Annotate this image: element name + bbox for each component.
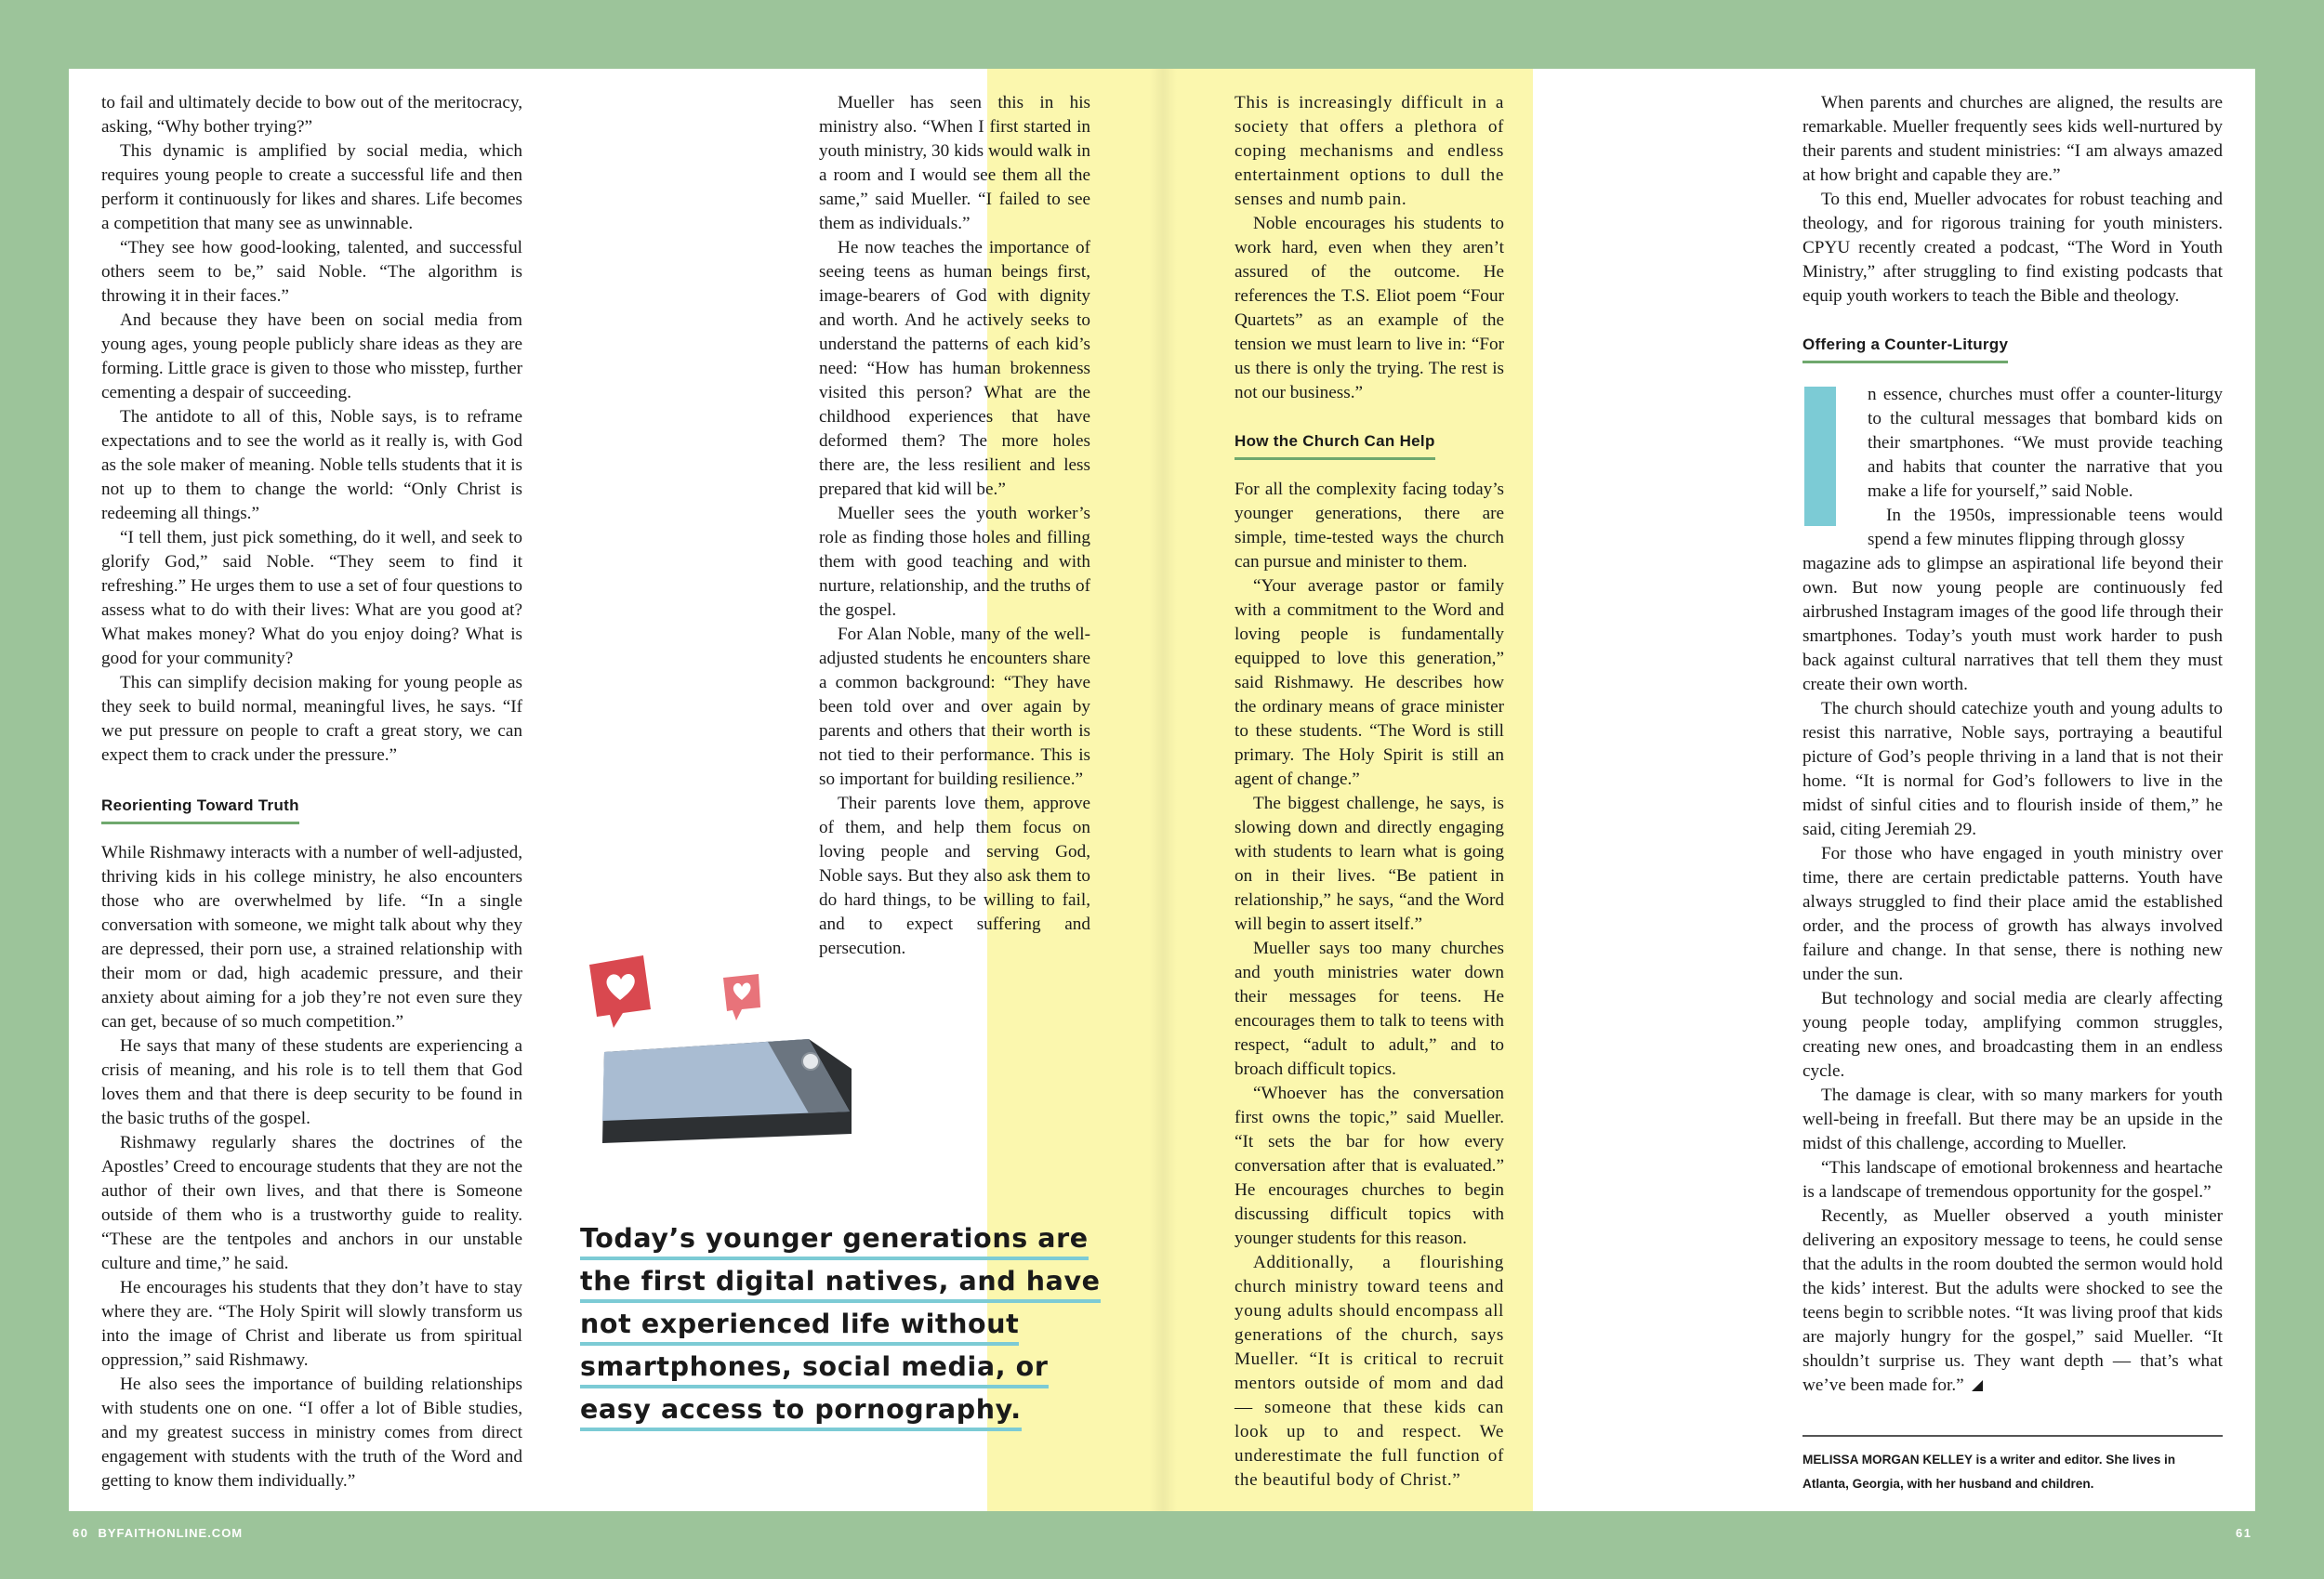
paragraph	[1802, 1204, 2223, 1398]
paragraph: “This landscape of emotional brokenness and heartache is a landscape of tremendous opportunity for the gospel.”	[1802, 1158, 2223, 1202]
pull-quote-text: Today’s younger generations are the first digital natives, and have not experienced life without smartphones, social media, or easy access to pornography.	[580, 1223, 1101, 1431]
paragraph: Additionally, a flourishing church ministry toward teens and young adults should encompass all generations of the church, says Mueller. “It is critical to recruit mentors outside of mom and dad — someone that these kids can look up to and respect. We underestimate the full function of the beautiful body of Christ.”	[1235, 1253, 1504, 1490]
paragraph: The damage is clear, with so many markers for youth well-being in freefall. But there may be an upside in the midst of this challenge, according to Mueller.	[1802, 1086, 2223, 1153]
paragraph: Noble encourages his students to work hard, even when they aren’t assured of the outcome. He references the T.S. Eliot poem “Four Quartets” as an example of the tension we must learn to live in: “For us there is only the trying. The rest is not our business.”	[1235, 214, 1504, 402]
author-bio	[1802, 1448, 2223, 1496]
page-number: 60	[73, 1526, 89, 1540]
paragraph: This dynamic is amplified by social media, which requires young people to create a successful life and then perform it continuously for likes and shares. Life becomes a competition that many see as unwinnable.	[101, 141, 522, 233]
paragraph: And because they have been on social media from young ages, young people publicly share ideas as they are forming. Little grace is given to those who misstep, further cementing a despair of succeeding.	[101, 310, 522, 402]
subhead-reorienting: Reorienting Toward Truth	[101, 796, 299, 824]
folio-left	[73, 1526, 243, 1540]
column-1	[101, 91, 522, 768]
column-4-lower	[1802, 383, 2223, 1398]
paragraph: To this end, Mueller advocates for robust teaching and theology, and for rigorous training for youth ministers. CPYU recently created a podcast, “The Word in Youth Ministry,” after struggling to find existing podcasts that equip youth workers to teach the Bible and theology.	[1802, 190, 2223, 306]
paragraph: He now teaches the importance of seeing teens as human beings first, image-bearers of God with dignity and worth. And he actively seeks to understand the patterns of each kid’s need: “How has human brokenness visited this person? What are the childhood experiences that have deformed them? The more holes there are, the less resilient and less prepared that kid will be.”	[819, 238, 1090, 499]
paragraph: The antidote to all of this, Noble says, is to reframe expectations and to see the world as it really is, with God as the sole maker of meaning. Noble tells students that it is not up to them to change the world: “Only Christ is redeeming all things.”	[101, 407, 522, 523]
column-4	[1802, 91, 2223, 309]
paragraph: Mueller has seen this in his ministry also. “When I first started in youth ministry, 30 kids would walk in a room and I would see them all the same,” said Mueller. “I failed to see them as individuals.”	[819, 93, 1090, 233]
pull-quote	[580, 1217, 1101, 1431]
paragraph: Rishmawy regularly shares the doctrines of the Apostles’ Creed to encourage students that they are not the author of their own lives, and that there is Someone outside of them who is a trustworthy guide to reality. “These are the tentpoles and anchors in our unstable culture and time,” he said.	[101, 1133, 522, 1273]
paragraph: He encourages his students that they don’t have to stay where they are. “The Holy Spirit will slowly transform us into the image of Christ and liberate us from spiritual oppression,” said Rishmawy.	[101, 1278, 522, 1370]
paragraph: The biggest challenge, he says, is slowing down and directly engaging with students to learn what is going on in their lives. “Be patient in relationship,” he says, “and the Word will begin to assert itself.”	[1235, 794, 1504, 934]
paragraph: “They see how good-looking, talented, and successful others seem to be,” said Noble. “The algorithm is throwing it in their faces.”	[101, 238, 522, 306]
paragraph: “Your average pastor or family with a commitment to the Word and loving people is fundamentally equipped to love this generation,” said Rishmawy. He describes how the ordinary means of grace minister to these students. “The Word is still primary. The Holy Spirit is still an agent of change.”	[1235, 576, 1504, 789]
end-mark-icon	[1972, 1380, 1983, 1391]
folio-right	[2236, 1526, 2251, 1540]
paragraph: “Whoever has the conversation first owns the topic,” said Mueller. “It sets the bar for how every conversation after that is evaluated.” He encourages churches to begin discussing difficult topics with younger students for this reason.	[1235, 1084, 1504, 1248]
paragraph: He also sees the importance of building relationships with students one on one. “I offer a lot of Bible studies, and my greatest success in ministry comes from direct engagement with students with the truth of the Word and getting to know them individually.”	[101, 1375, 522, 1491]
column-1-lower	[101, 841, 522, 1493]
paragraph: For all the complexity facing today’s younger generations, there are simple, time-tested ways the church can pursue and minister to them.	[1235, 480, 1504, 572]
paragraph: While Rishmawy interacts with a number of well-adjusted, thriving kids in his college ministry, he also encounters those who are overwhelmed by life. “In a single conversation with someone, we might talk about why they are depressed, their porn use, a strained relationship with their mom or dad, high academic pressure, and their anxiety about aiming for a job they’re not even sure they can get, because of so much competition.”	[101, 843, 522, 1032]
column-3-lower	[1235, 478, 1504, 1493]
author-name: MELISSA MORGAN KELLEY	[1802, 1453, 1973, 1467]
paragraph: magazine ads to glimpse an aspirational life beyond their own. But now young people are continuously fed airbrushed Instagram images of the good life through their smartphones. Today’s youth must work harder to push back against cultural narratives that tell them they must create their own worth.	[1802, 554, 2223, 694]
paragraph: “I tell them, just pick something, do it well, and seek to glorify God,” said Noble. “They seem to find it refreshing.” He urges them to use a set of four questions to assess what to do with their lives: What are you good at? What makes money? What do you enjoy doing? What is good for your community?	[101, 528, 522, 668]
paragraph: Mueller sees the youth worker’s role as finding those holes and filling them with good teaching and with nurture, relationship, and the truths of the gospel.	[819, 504, 1090, 620]
paragraph-text: Recently, as Mueller observed a youth minister delivering an expository message to teens, he could sense that the adults in the room doubted the sermon would hold the kids’ interest. But the adults were shocked to see the teens begin to scribble notes. “It was living proof that kids are majorly hungry for the gospel,” said Mueller. “It shouldn’t surprise us. They want depth — that’s what we’ve been made for.”	[1802, 1206, 2223, 1395]
paragraph: But technology and social media are clearly affecting young people today, amplifying common struggles, creating new ones, and broadcasting them in an endless cycle.	[1802, 989, 2223, 1081]
paragraph: n essence, churches must offer a counter-liturgy to the cultural messages that bombard kids on their smartphones. “We must provide teaching and habits that counter the narrative that you make a life for yourself,” said Noble.	[1868, 385, 2223, 501]
website-url: BYFAITHONLINE.COM	[98, 1526, 244, 1540]
paragraph: Their parents love them, approve of them, and help them focus on loving people and serving God, Noble says. But they also ask them to do hard things, to be willing to fail, and to expect suffering and persecution.	[819, 794, 1090, 958]
paragraph: This can simplify decision making for young people as they seek to build normal, meaningful lives, he says. “If we put pressure on people to craft a great story, we can expect them to crack under the pressure.”	[101, 673, 522, 765]
paragraph: This is increasingly difficult in a society that offers a plethora of coping mechanisms and endless entertainment options to dull the senses and numb pain.	[1235, 93, 1504, 209]
heart-bubble-icon	[589, 955, 651, 1028]
spine-gutter	[1149, 69, 1177, 1511]
subhead-counter-liturgy: Offering a Counter-Liturgy	[1802, 335, 2008, 363]
heart-bubble-icon	[723, 974, 760, 1020]
bio-rule	[1802, 1435, 2223, 1437]
paragraph: to fail and ultimately decide to bow out of the meritocracy, asking, “Why bother trying?”	[101, 93, 522, 137]
paragraph: For those who have engaged in youth ministry over time, there are certain predictable patterns. Youth have always struggled to find their place amid the established order, and the process of growth has always involved failure and change. In that sense, there is nothing new under the sun.	[1802, 844, 2223, 984]
subhead-church-help: How the Church Can Help	[1235, 431, 1435, 460]
page-number: 61	[2236, 1526, 2252, 1540]
paragraph: In the 1950s, impressionable teens would spend a few minutes flipping through glossy	[1868, 506, 2223, 549]
paragraph: Mueller says too many churches and youth ministries water down their messages for teens. He encourages them to talk to teens with respect, “adult to adult,” and to broach difficult topics.	[1235, 939, 1504, 1079]
author-description: is a writer and editor. She lives in Atlanta, Georgia, with her husband and children.	[1802, 1453, 2176, 1491]
smartphone-icon	[602, 1039, 852, 1143]
smartphone-illustration	[582, 939, 861, 1171]
column-3	[1235, 91, 1504, 405]
column-2	[819, 91, 1090, 961]
paragraph: The church should catechize youth and young adults to resist this narrative, Noble says, portraying a beautiful picture of God’s people thriving in a land that is not their home. “It is normal for God’s followers to live in the midst of sinful cities and to flourish inside of them,” he said, citing Jeremiah 29.	[1802, 699, 2223, 839]
paragraph: When parents and churches are aligned, the results are remarkable. Mueller frequently sees kids well-nurtured by their parents and student ministries: “I am always amazed at how bright and capable they are.”	[1802, 93, 2223, 185]
paragraph: He says that many of these students are experiencing a crisis of meaning, and his role is to tell them that God loves them and that there is deep security to be found in the basic truths of the gospel.	[101, 1036, 522, 1128]
paragraph: For Alan Noble, many of the well-adjusted students he encounters share a common background: “They have been told over and over again by parents and others that their worth is not tied to their performance. This is so important for building resilience.”	[819, 625, 1090, 789]
